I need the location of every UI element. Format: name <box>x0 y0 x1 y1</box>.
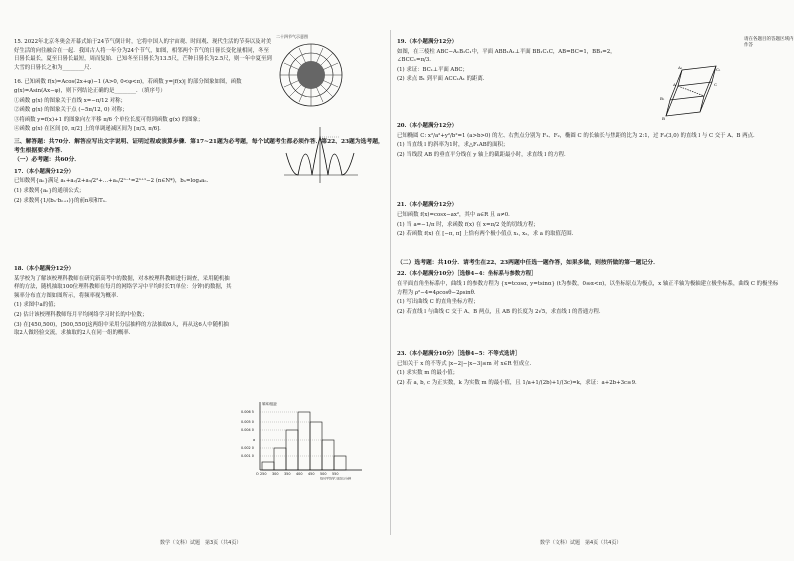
hist-ytick: 0.005 0 <box>241 420 254 424</box>
hist-xlabel: 每月平均学习时长/分钟 <box>320 476 352 480</box>
question-15 <box>14 38 272 72</box>
hist-ytick: 0.006 5 <box>241 410 254 414</box>
q15-text: 15. 2022年北京冬奥会开幕式始于24节气倒计时，它将中国人的宇宙观、时间观、现代生活的节奏以及对美好生活的向往融合在一起．我国古人将一年分为24个节气，如图，相邻两个节气的日晷长变化量相同，冬至日晷长最长，夏至日晷长最短，周而复始．已知冬至日晷长为13.5尺，芒种日晷长为2.5尺，则一年中夏至到大雪的日晷长之和为________尺． <box>14 39 272 71</box>
hist-xtick: 500 <box>320 472 327 476</box>
answer-space <box>14 209 384 265</box>
q16-item-3: ③将函数 y=f(x)+1 的图象向左平移 π/6 个单位长度可得到函数 g(x) 的图象； <box>14 116 204 123</box>
q18-item-3: (3) 在[450,500)，[500,550]这两组中采用分层抽样的方法抽取6人，再从这6人中随机抽取2人做经验交流，求抽取的2人在同一组的概率． <box>14 321 229 337</box>
q18-item-2: (2) 估计该校理科教师每月平均网络学习时长的中位数； <box>14 312 148 319</box>
wheel-caption: 二十四节气示意图 <box>276 34 308 39</box>
question-19 <box>397 38 653 84</box>
section-3-heading: 三、解答题：共70分．解答应写出文字说明、证明过程或演算步骤．第17~21题为必考题，每个试题考生都必须作答．第22、23题为选考题，考生根据要求作答． <box>14 138 384 154</box>
hist-xtick: 250 <box>260 472 267 476</box>
answer-area-notice: 请在各题目的答题区域内作答 <box>744 37 794 48</box>
q22-item-1: (1) 写出曲线 C 的直角坐标方程； <box>397 299 479 306</box>
page-footer-left: 数学（文科）试题 第3页（共4页） <box>160 540 242 546</box>
q21-item-1: (1) 当 a=−1/π 时，求函数 f(x) 在 x=π/2 处的切线方程； <box>397 221 539 228</box>
q16-item-2: ②函数 g(x) 的图象关于点 (−5π/12, 0) 对称； <box>14 107 128 114</box>
q20-head: 20.（本小题满分12分） <box>397 122 458 129</box>
hist-xtick: 550 <box>332 472 339 476</box>
elective-heading: （二）选考题：共10分．请考生在22、23两题中任选一题作答，如果多做，则按所做的第一题记分． <box>397 259 659 266</box>
hist-ytick: a <box>253 438 256 442</box>
q19-head: 19.（本小题满分12分） <box>397 39 458 45</box>
question-21 <box>397 201 781 238</box>
q18-item-1: (1) 求图中a的值； <box>14 302 59 309</box>
page-footer-right: 数学（文科）试题 第4页（共4页） <box>540 540 622 546</box>
q19-item-1: (1) 求证：BC₁⊥平面 ABC； <box>397 66 468 73</box>
q20-item-2: (2) 当线段 AB 的垂直平分线在 y 轴上的截距最小时，求直线 l 的方程． <box>397 151 570 158</box>
question-23 <box>397 350 781 387</box>
frequency-histogram <box>238 400 366 480</box>
answer-space <box>397 243 781 257</box>
q17-body: 已知数列{aₙ}满足 a₁+a₂/2+a₃/2²+…+aₙ/2ⁿ⁻¹=2ⁿ⁺¹−2 (n∈N*)，bₙ=log₄aₙ． <box>14 178 213 185</box>
hist-ylabel: 频率/组距 <box>262 402 277 406</box>
prism-label: B <box>662 116 665 121</box>
q22-head: 22.（本小题满分10分）［选修4−4：坐标系与参数方程］ <box>397 271 537 278</box>
hist-ytick: 0.004 0 <box>241 428 254 432</box>
q21-body: 已知函数 f(x)=cosx−ax²，其中 a∈R 且 a≠0． <box>397 211 514 218</box>
question-20 <box>397 122 781 159</box>
prism-label: C₁ <box>716 67 721 72</box>
question-16 <box>14 78 276 134</box>
question-18 <box>14 265 234 338</box>
q16-function-graph <box>280 123 360 185</box>
hist-xtick: 400 <box>296 472 303 476</box>
prism-label: B₁ <box>660 96 665 101</box>
q19-body: 如图，在三棱柱 ABC−A₁B₁C₁中，平面 ABB₁A₁⊥平面 BB₁C₁C，AB=BC=1，BB₁=2，∠BCC₁=π/3． <box>397 48 616 64</box>
q23-item-1: (1) 求实数 m 的最小值； <box>397 370 459 377</box>
prism-label: A <box>673 82 676 87</box>
q16-item-4: ④函数 g(x) 在区间 [0, π/2] 上的单调递减区间为 [π/3, π/6]． <box>14 126 165 133</box>
q23-item-2: (2) 若 a, b, c 为正实数，k 为实数 m 的最小值，且 1/a+1/(2b)+1/(3c)=k，求证：a+2b+3c≥9． <box>397 380 641 387</box>
hist-xtick: O <box>256 472 259 476</box>
q19-item-2: (2) 求点 B₁ 到平面 ACC₁A₁ 的距离． <box>397 76 489 83</box>
q21-item-2: (2) 若函数 f(x) 在 [−π, π] 上恰有两个极小值点 x₁, x₂，求 a 的取值范围． <box>397 231 578 238</box>
hist-ytick: 0.002 0 <box>241 446 254 450</box>
solar-terms-wheel-figure <box>276 38 346 108</box>
hist-xtick: 300 <box>272 472 279 476</box>
q16-intro: 16. 已知函数 f(x)=Acos(2x+φ)−1 (A>0, 0<φ<π)，若函数 y=|f(x)| 的部分图象如图，函数 g(x)=Asin(Ax−φ)，则下列结论正确的是________．（填序号） <box>14 79 242 94</box>
answer-space <box>397 163 781 201</box>
q23-head: 23.（本小题满分10分）［选修4−5：不等式选讲］ <box>397 351 521 358</box>
q23-body: 已知关于 x 的不等式 |x−2|−|x−3|≤m 对 x∈R 恒成立． <box>397 360 535 367</box>
hist-xtick: 350 <box>284 472 291 476</box>
q16-item-1: ①函数 g(x) 的图象关于直线 x=−π/12 对称； <box>14 97 126 104</box>
question-22 <box>397 270 781 316</box>
hist-ytick: 0.001 0 <box>241 454 254 458</box>
prism-label: C <box>714 82 718 87</box>
prism-figure <box>658 62 724 122</box>
q20-body: 已知椭圆 C: x²/a²+y²/b²=1 (a>b>0) 的左、右焦点分别为 F₁、F₂，椭圆 C 的长轴长与焦距的比为 2:1，过 F₂(3,0) 的直线 l 与 C 交于 A、B 两点． <box>397 132 759 139</box>
q22-item-2: (2) 若直线 l 与曲线 C 交于 A、B 两点，且 AB 的长度为 2√5，求直线 l 的普通方程． <box>397 308 605 315</box>
column-divider <box>390 30 391 535</box>
q21-head: 21.（本小题满分12分） <box>397 202 458 209</box>
q17-item-1: (1) 求数列{aₙ}的通项公式； <box>14 187 85 194</box>
q20-item-1: (1) 当直线 l 的斜率为1时，求△F₁AB的面积； <box>397 142 509 149</box>
q18-body: 某学校为了解该校理科教师在研究新高考中的数据，对本校理科教师进行调查，采用随机抽样的方法，随机抽取100位理科教师在每月的网络学习中平均时长T(单位：分钟)的数据，其频率分布直方图如图所示，将频率视为概率． <box>14 275 232 299</box>
q18-head: 18.（本小题满分12分） <box>14 266 75 273</box>
q17-item-2: (2) 求数列{1/(bₙ·bₙ₊₁)}的前n项和Tₙ． <box>14 197 111 204</box>
q17-head: 17.（本小题满分12分） <box>14 168 75 175</box>
prism-label: A₁ <box>678 65 683 70</box>
section-3a-heading: （一）必考题：共60分． <box>14 157 81 164</box>
q22-body: 在平面直角坐标系中，曲线 l 的参数方程为 {x=tcosα, y=tsinα} (t为参数，0≤α<π)，以坐标原点为极点，x 轴正半轴为极轴建立极坐标系，曲线 C 的极坐标方程为 ρ²−4=4ρcosθ−2ρsinθ． <box>397 280 779 296</box>
hist-xtick: 450 <box>308 472 315 476</box>
answer-space <box>397 320 781 350</box>
